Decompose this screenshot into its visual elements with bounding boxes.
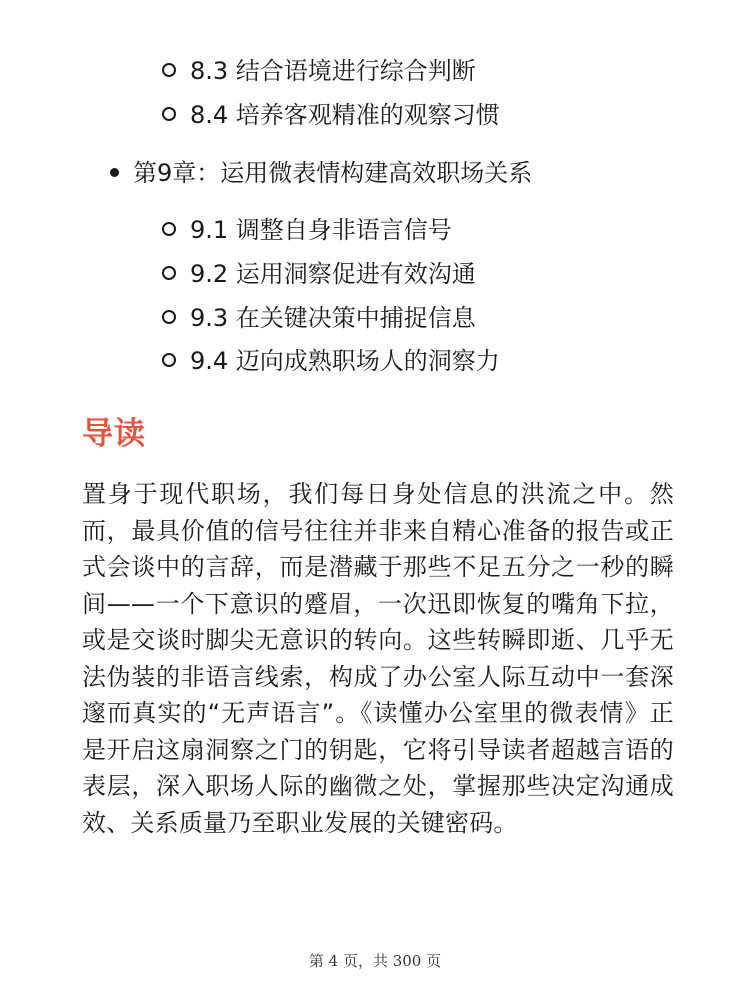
toc-item-9-4 (162, 341, 500, 381)
toc-item-9-2 (162, 254, 476, 294)
circle-bullet-icon (162, 353, 176, 367)
intro-paragraph: 置身于现代职场，我们每日身处信息的洪流之中。然而，最具价值的信号往往并非来自精心准备的报告或正式会谈中的言辞，而是潜藏于那些不足五分之一秒的瞬间——一个下意识的蹙眉，一次迅即恢复的嘴角下拉，或是交谈时脚尖无意识的转向。这些转瞬即逝、几乎无法伪装的非语言线索，构成了办公室人际互动中一套深邃而真实的“无声语言”。《读懂办公室里的微表情》正是开启这扇洞察之门的钥匙，它将引导读者超越言语的表层，深入职场人际的幽微之处，掌握那些决定沟通成效、关系质量乃至职业发展的关键密码。 (82, 480, 674, 837)
disc-bullet-icon (110, 168, 119, 177)
toc-item-label: 8.4 培养客观精准的观察习惯 (190, 101, 500, 129)
page-number-footer: 第 4 页，共 300 页 (308, 952, 442, 970)
circle-bullet-icon (162, 107, 176, 121)
toc-item-label: 9.4 迈向成熟职场人的洞察力 (190, 347, 500, 375)
toc-item-8-3 (162, 51, 476, 91)
toc-item-9-3 (162, 298, 476, 338)
toc-item-label: 8.3 结合语境进行综合判断 (190, 57, 476, 85)
toc-item-label: 9.3 在关键决策中捕捉信息 (190, 304, 476, 332)
toc-item-label: 9.2 运用洞察促进有效沟通 (190, 260, 476, 288)
toc-chapter-9 (110, 153, 532, 193)
circle-bullet-icon (162, 266, 176, 280)
circle-bullet-icon (162, 222, 176, 236)
circle-bullet-icon (162, 63, 176, 77)
toc-item-9-1 (162, 210, 452, 250)
toc-item-8-4 (162, 95, 500, 135)
toc-chapter-label: 第9章：运用微表情构建高效职场关系 (133, 159, 533, 187)
section-heading: 导读 (82, 416, 146, 452)
toc-item-label: 9.1 调整自身非语言信号 (190, 216, 452, 244)
circle-bullet-icon (162, 310, 176, 324)
